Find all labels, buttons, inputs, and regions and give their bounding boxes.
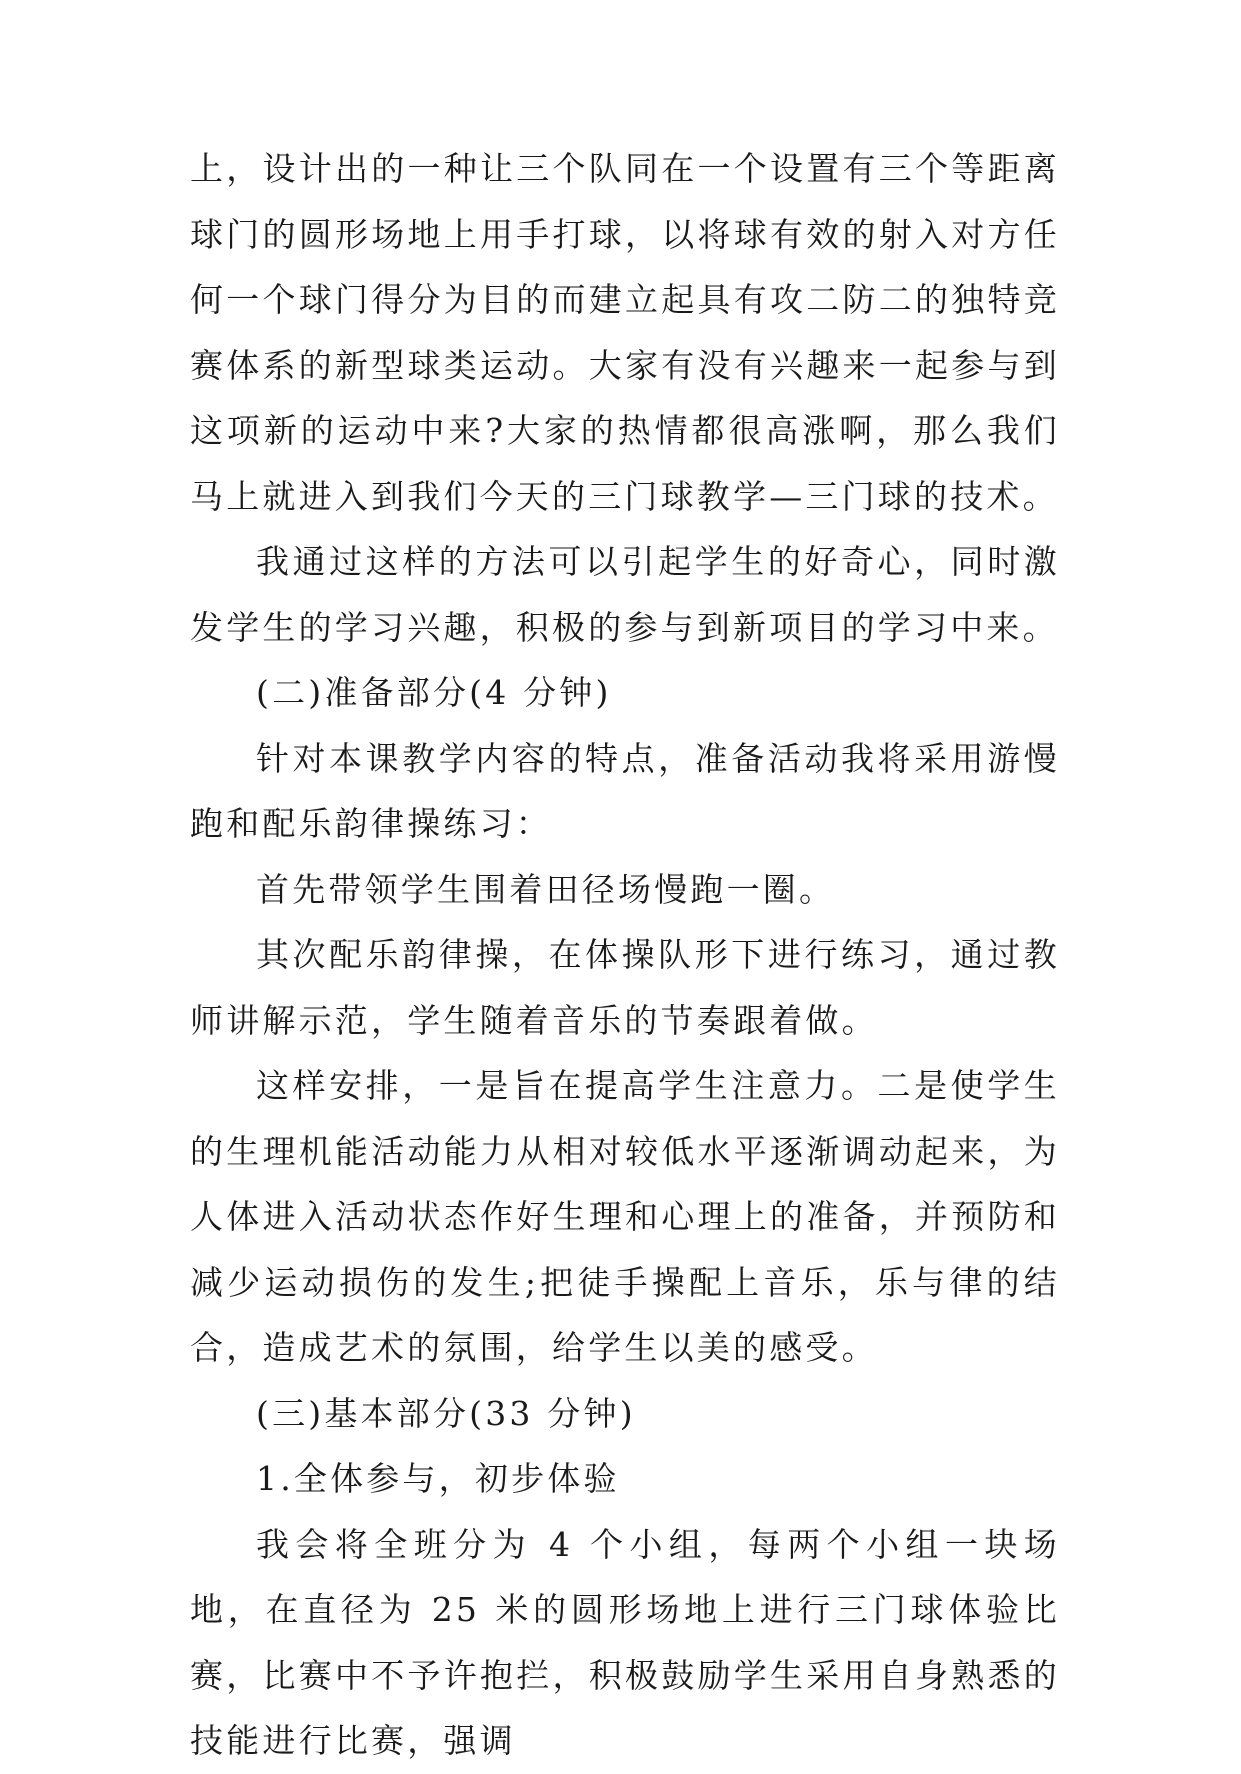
subsection-heading: 1.全体参与，初步体验 [256, 1459, 620, 1498]
section-heading: (二)准备部分(4 分钟) [256, 673, 612, 712]
document-body [190, 136, 1060, 1774]
paragraph: 首先带领学生围着田径场慢跑一圈。 [256, 869, 836, 909]
section-heading: (三)基本部分(33 分钟) [256, 1393, 636, 1433]
paragraph: 我通过这样的方法可以引起学生的好奇心，同时激发学生的学习兴趣，积极的参与到新项目的学习中来。 [190, 542, 1060, 647]
paragraph: 针对本课教学内容的特点，准备活动我将采用游慢跑和配乐韵律操练习： [190, 738, 1060, 843]
paragraph: 其次配乐韵律操，在体操队形下进行练习，通过教师讲解示范，学生随着音乐的节奏跟着做。 [190, 935, 1060, 1040]
paragraph: 上，设计出的一种让三个队同在一个设置有三个等距离球门的圆形场地上用手打球，以将球有效的射入对方任何一个球门得分为目的而建立起具有攻二防二的独特竞赛体系的新型球类运动。大家有没有兴趣来一起参与到这项新的运动中来?大家的热情都很高涨啊，那么我们马上就进入到我们今天的三门球教学—三门球的技术。 [190, 149, 1060, 516]
paragraph: 我会将全班分为 4 个小组，每两个小组一块场地，在直径为 25 米的圆形场地上进行三门球体验比赛，比赛中不予许抱拦，积极鼓励学生采用自身熟悉的技能进行比赛，强调 [190, 1524, 1060, 1760]
paragraph: 这样安排，一是旨在提高学生注意力。二是使学生的生理机能活动能力从相对较低水平逐渐调动起来，为人体进入活动状态作好生理和心理上的准备，并预防和减少运动损伤的发生;把徒手操配上音乐，乐与律的结合，造成艺术的氛围，给学生以美的感受。 [190, 1066, 1060, 1367]
